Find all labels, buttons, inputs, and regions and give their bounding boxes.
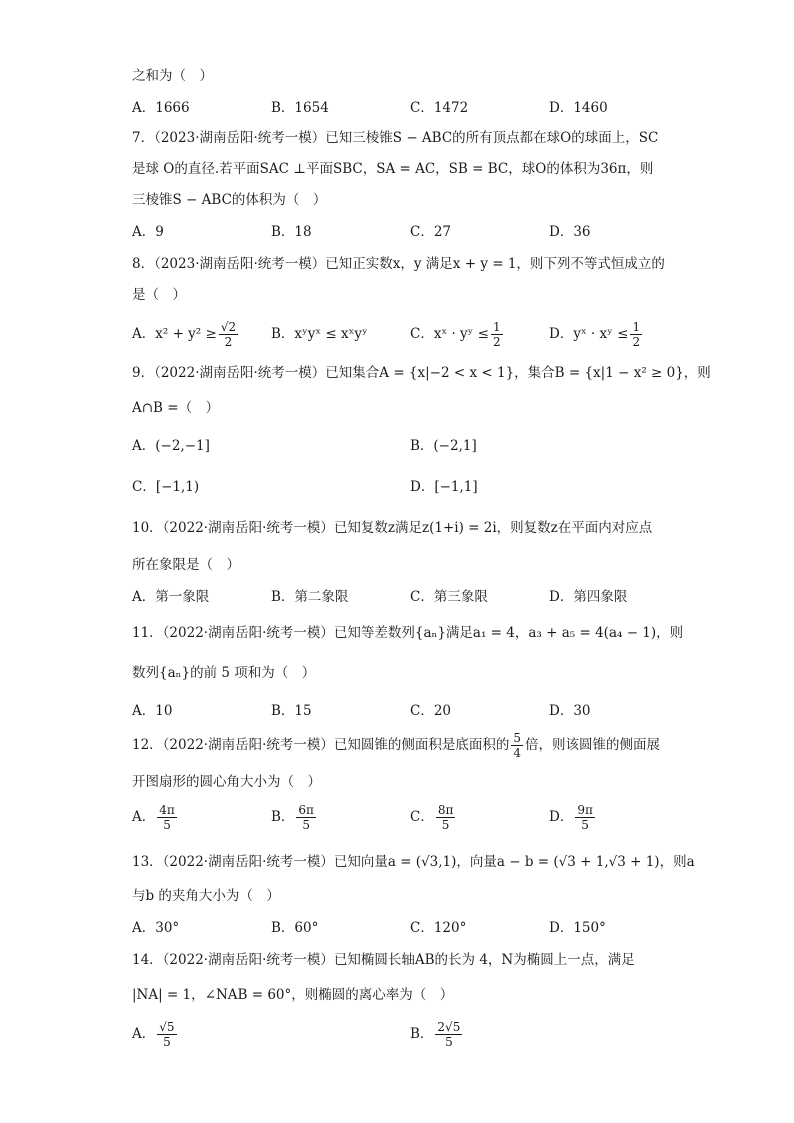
q7-option-c: C．27 — [410, 224, 452, 240]
q8-stem-line1: 8．（2023·湖南岳阳·统考一模）已知正实数x，y 满足x + y = 1，则下列不等式恒成立的 — [132, 256, 665, 272]
q12-b-label: B． — [271, 809, 295, 825]
q8-a-numerator: √2 — [220, 320, 237, 334]
q13-stem-line1: 13．（2022·湖南岳阳·统考一模）已知向量a = (√3,1)，向量a − b = (√3 + 1,√3 + 1)，则a — [132, 854, 695, 870]
q13-option-d: D．150° — [549, 920, 606, 936]
q12-a-label: A． — [132, 809, 156, 825]
q8-c-denominator: 2 — [492, 335, 501, 349]
q10-option-a: A．第一象限 — [132, 589, 210, 605]
q12-fraction-numerator: 5 — [513, 731, 522, 745]
q8-option-d-lhs: D．yˣ · xʸ ≤ — [549, 326, 629, 342]
q7-option-a: A．9 — [132, 224, 164, 240]
q11-option-d: D．30 — [549, 703, 591, 719]
q7-stem-line3: 三棱锥S − ABC的体积为（ ） — [132, 192, 327, 208]
q7-option-d: D．36 — [549, 224, 591, 240]
q14-b-numerator: 2√5 — [437, 1020, 461, 1034]
q13-option-b: B．60° — [271, 920, 319, 936]
q12-b-fraction — [296, 803, 316, 832]
q10-option-c: C．第三象限 — [410, 589, 488, 605]
q12-stem-pre: 12．（2022·湖南岳阳·统考一模）已知圆锥的侧面积是底面积的 — [132, 737, 510, 753]
q9-option-b: B．(−2,1] — [410, 438, 477, 454]
q8-option-b: B．xʸyˣ ≤ xˣyʸ — [271, 326, 368, 342]
q12-option-c — [410, 803, 457, 832]
q9-stem-line1: 9．（2022·湖南岳阳·统考一模）已知集合A = {x|−2 < x < 1}，集合B = {x|1 − x² ≥ 0}，则 — [132, 365, 711, 381]
q13-options — [132, 918, 692, 940]
q14-stem-line2: |NA| = 1，∠NAB = 60°，则椭圆的离心率为（ ） — [132, 987, 454, 1003]
q10-option-b: B．第二象限 — [271, 589, 349, 605]
q11-option-a: A．10 — [132, 703, 173, 719]
q12-d-label: D． — [549, 809, 574, 825]
q14-a-numerator: √5 — [159, 1020, 175, 1034]
q7-options — [132, 222, 692, 244]
q10-stem-line2: 所在象限是（ ） — [132, 557, 240, 573]
q8-option-a-lhs: A．x² + y² ≥ — [132, 326, 217, 342]
q12-stem-line2: 开图扇形的圆心角大小为（ ） — [132, 774, 321, 790]
q12-a-denominator: 5 — [163, 818, 171, 832]
q12-stem-post: 倍，则该圆锥的侧面展 — [525, 737, 661, 753]
q12-option-b — [271, 803, 318, 832]
q14-option-b — [410, 1020, 464, 1049]
q12-options — [132, 803, 692, 839]
q10-option-d: D．第四象限 — [549, 589, 628, 605]
q12-stem-fraction — [511, 731, 523, 760]
q12-c-numerator: 8π — [437, 803, 454, 817]
q11-stem-line1: 11．（2022·湖南岳阳·统考一模）已知等差数列{aₙ}满足a₁ = 4，a₃ + a₅ = 4(a₄ − 1)，则 — [132, 625, 684, 641]
q10-stem-line1: 10．（2022·湖南岳阳·统考一模）已知复数z满足z(1+i) = 2i，则复数z在平面内对应点 — [132, 520, 653, 536]
q9-option-a: A．(−2,−1] — [132, 438, 210, 454]
q8-option-c-lhs: C．xˣ · yʸ ≤ — [410, 326, 489, 342]
q7-stem-line1: 7．（2023·湖南岳阳·统考一模）已知三棱锥S − ABC的所有顶点都在球O的球面上，SC — [132, 130, 659, 146]
q8-option-a-fraction — [219, 320, 238, 349]
q8-option-c-fraction — [491, 320, 503, 349]
q6-option-b: B．1654 — [271, 100, 329, 116]
q12-option-a — [132, 803, 179, 832]
q14-option-a — [132, 1020, 179, 1049]
q8-option-c — [410, 320, 505, 349]
q11-option-b: B．15 — [271, 703, 312, 719]
q7-option-b: B．18 — [271, 224, 312, 240]
q11-option-c: C．20 — [410, 703, 452, 719]
q14-a-label: A． — [132, 1026, 156, 1042]
q13-stem-line2: 与b 的夹角大小为（ ） — [132, 888, 280, 904]
q14-a-denominator: 5 — [163, 1035, 171, 1049]
q8-c-numerator: 1 — [492, 320, 501, 334]
q8-option-d-fraction — [630, 320, 642, 349]
q8-a-denominator: 2 — [224, 335, 233, 349]
q12-option-d — [549, 803, 597, 832]
q14-b-label: B． — [410, 1026, 434, 1042]
q14-stem-line1: 14．（2022·湖南岳阳·统考一模）已知椭圆长轴AB的长为 4，N为椭圆上一点，满足 — [132, 952, 635, 968]
q12-c-fraction — [436, 803, 456, 832]
q8-options — [132, 318, 692, 348]
q6-option-d: D．1460 — [549, 100, 608, 116]
q14-a-fraction — [157, 1020, 176, 1049]
q8-d-numerator: 1 — [632, 320, 641, 334]
q9-option-c: C．[−1,1) — [132, 479, 200, 495]
q12-c-denominator: 5 — [441, 818, 450, 832]
q14-b-denominator: 5 — [445, 1035, 453, 1049]
q9-options-row2 — [132, 477, 692, 499]
q12-c-label: C． — [410, 809, 434, 825]
q9-stem-line2: A∩B =（ ） — [132, 400, 220, 416]
q8-stem-line2: 是（ ） — [132, 287, 186, 303]
q12-stem-line1 — [132, 731, 660, 760]
q12-a-fraction — [157, 803, 177, 832]
q9-options-row1 — [132, 436, 692, 458]
q6-option-c: C．1472 — [410, 100, 469, 116]
q11-stem-line2: 数列{aₙ}的前 5 项和为（ ） — [132, 665, 316, 681]
q11-options — [132, 701, 692, 723]
q12-b-denominator: 5 — [302, 818, 310, 832]
q12-fraction-denominator: 4 — [513, 746, 522, 760]
q6-options — [132, 98, 692, 120]
q12-d-fraction — [575, 803, 595, 832]
q13-option-c: C．120° — [410, 920, 467, 936]
q12-b-numerator: 6π — [298, 803, 314, 817]
q8-d-denominator: 2 — [632, 335, 641, 349]
q8-option-d — [549, 320, 644, 349]
q10-options — [132, 587, 692, 609]
q6-stem-tail: 之和为（ ） — [132, 68, 213, 84]
q13-option-a: A．30° — [132, 920, 180, 936]
q7-stem-line2: 是球 O的直径.若平面SAC ⊥平面SBC，SA = AC，SB = BC，球O的体积为36π，则 — [132, 161, 654, 177]
q12-d-denominator: 5 — [581, 818, 589, 832]
q12-d-numerator: 9π — [577, 803, 593, 817]
q6-option-a: A．1666 — [132, 100, 190, 116]
q14-options — [132, 1020, 692, 1056]
q9-option-d: D．[−1,1] — [410, 479, 478, 495]
q14-b-fraction — [435, 1020, 462, 1049]
q12-a-numerator: 4π — [159, 803, 175, 817]
q8-option-a — [132, 320, 240, 349]
